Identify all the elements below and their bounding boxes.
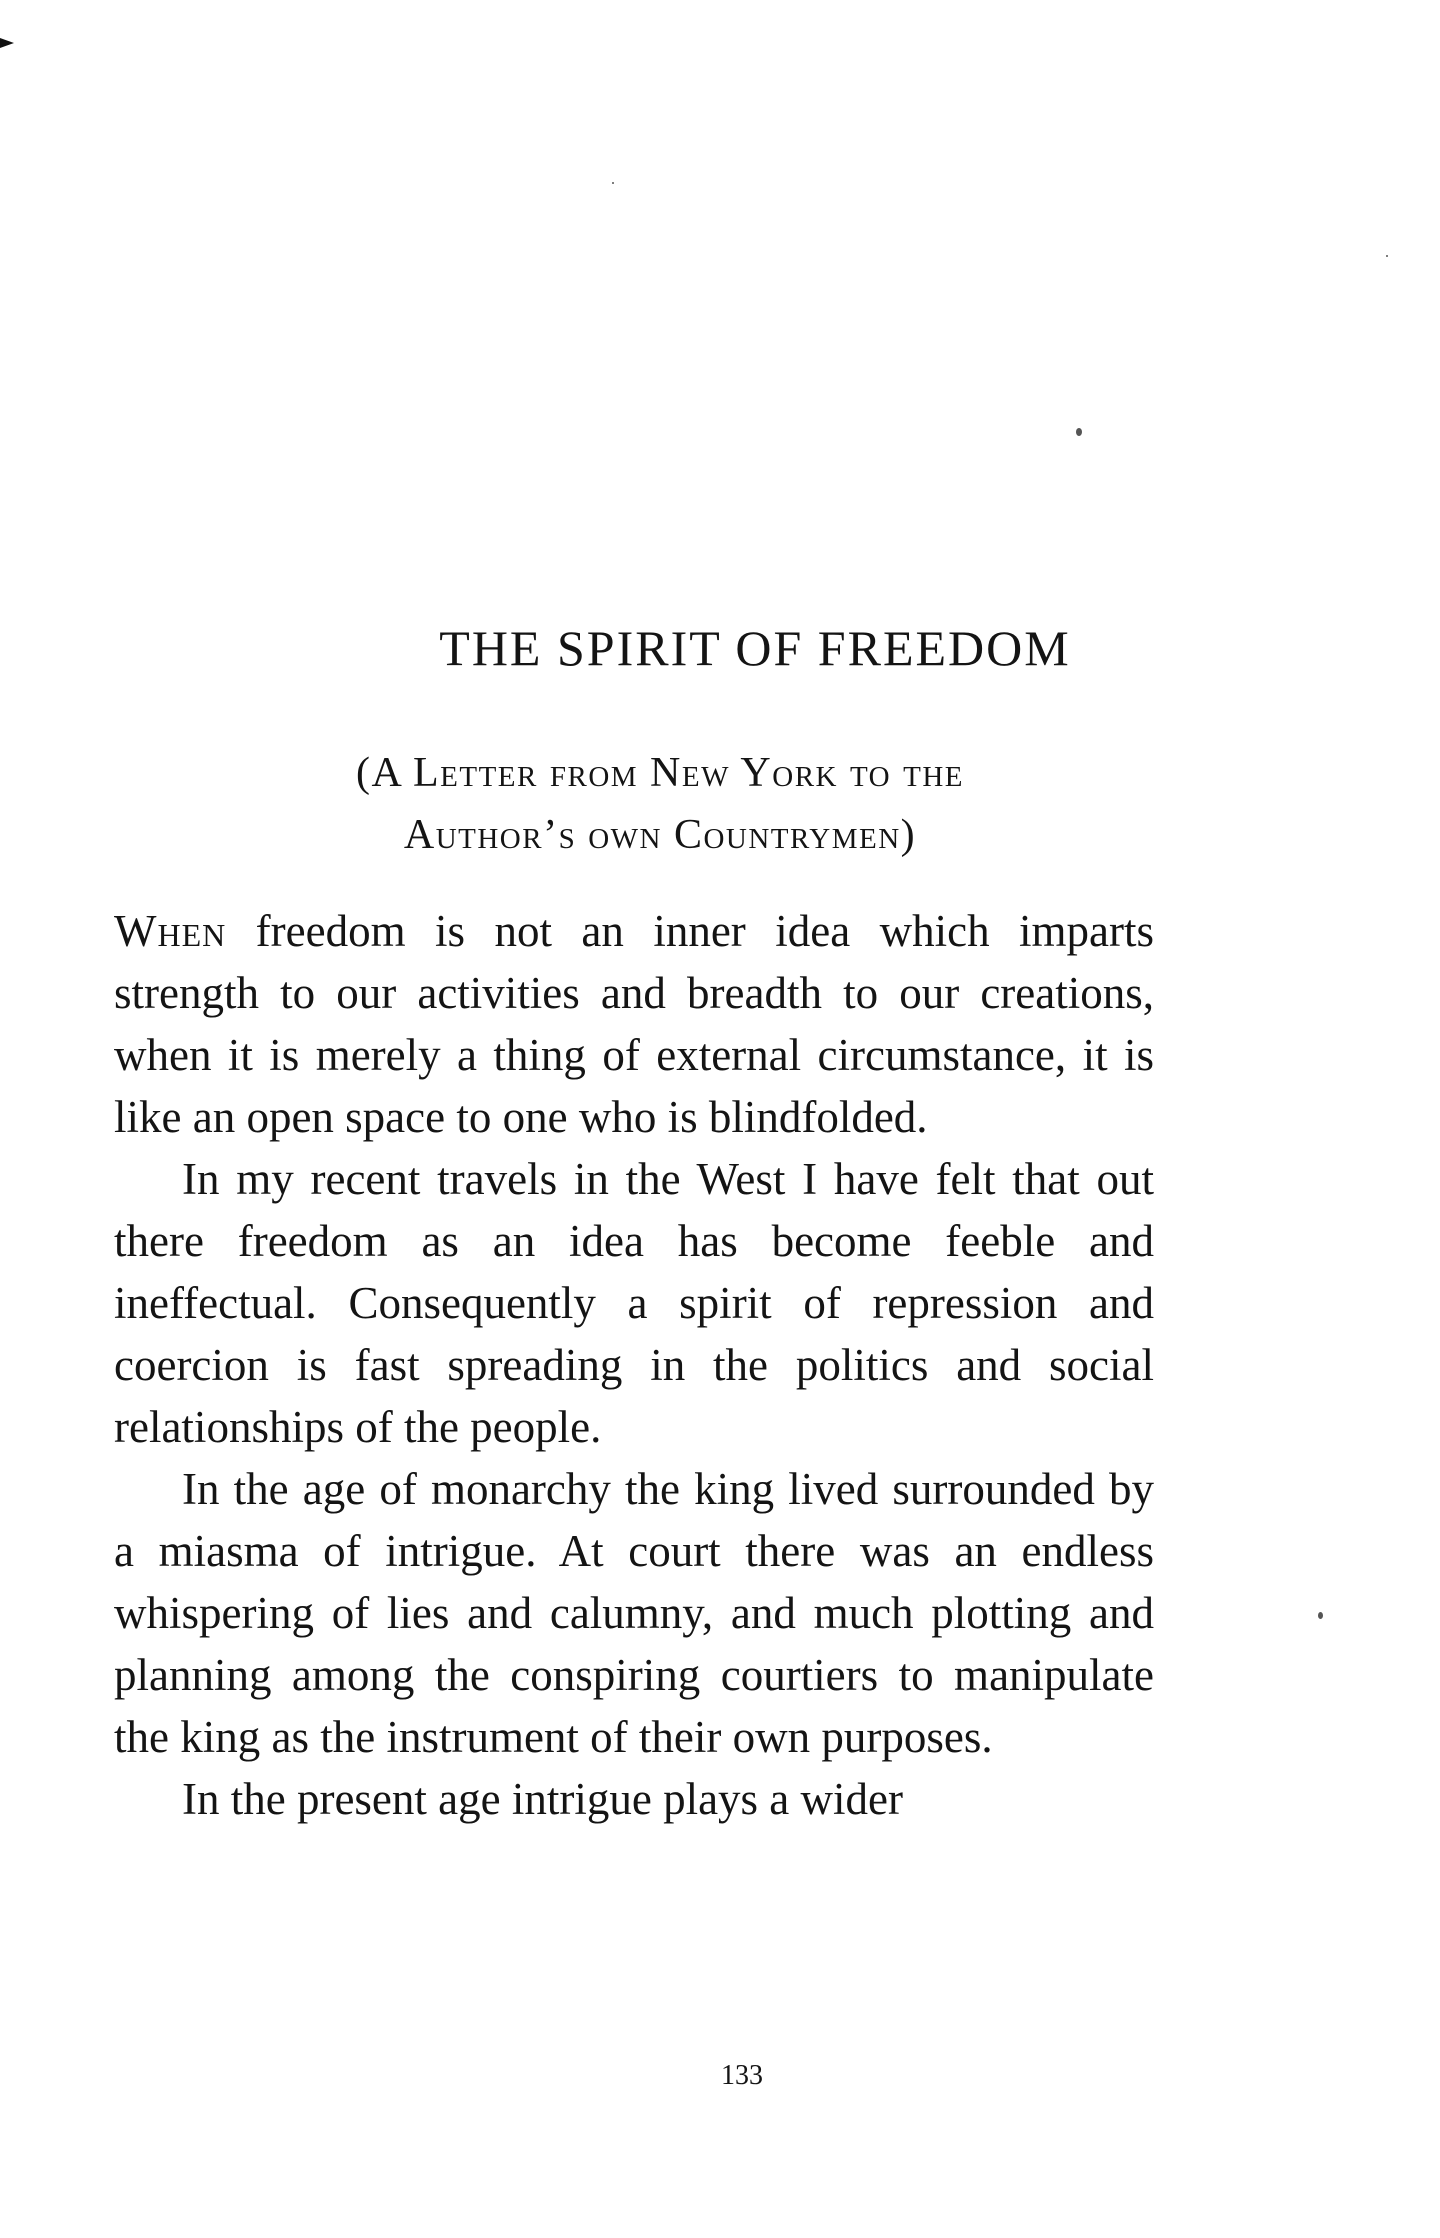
- subtitle-line-2: Author’s own Countrymen): [403, 812, 917, 858]
- paragraph-2: In my recent travels in the West I have felt that out there freedom as an idea has become feeble and ineffectual. Consequently a spirit of repression and coercion is fast spreading in the politics and social relationships of the people.: [114, 1154, 1154, 1452]
- subtitle-line-1: (A Letter from New York to the: [356, 750, 964, 796]
- corner-arrow-mark: [0, 38, 14, 48]
- paragraph-1-text: freedom is not an inner idea which imparts strength to our activities and breadth to our creations, when it is merely a thing of external circumstance, it is like an open space to one who is blindfolded.: [114, 906, 1154, 1142]
- dust-speck: [1386, 255, 1388, 257]
- dust-speck: [1076, 428, 1082, 436]
- chapter-title: THE SPIRIT OF FREEDOM: [439, 620, 1071, 676]
- paragraph-3: In the age of monarchy the king lived surrounded by a miasma of intrigue. At court there was an endless whispering of lies and calumny, and much plotting and planning among the conspiring courtiers to manipulate the king as the instrument of their own purposes.: [114, 1464, 1154, 1762]
- paragraph-lead-word: When: [114, 906, 227, 956]
- dust-speck: [1318, 1612, 1323, 1619]
- dust-speck: [612, 182, 614, 184]
- paragraph-1: [114, 900, 1154, 1148]
- page-number: 133: [721, 2060, 763, 2091]
- paragraph-4: In the present age intrigue plays a wider: [182, 1774, 903, 1824]
- body-text: [114, 900, 1154, 1830]
- chapter-subtitle: [190, 742, 1130, 866]
